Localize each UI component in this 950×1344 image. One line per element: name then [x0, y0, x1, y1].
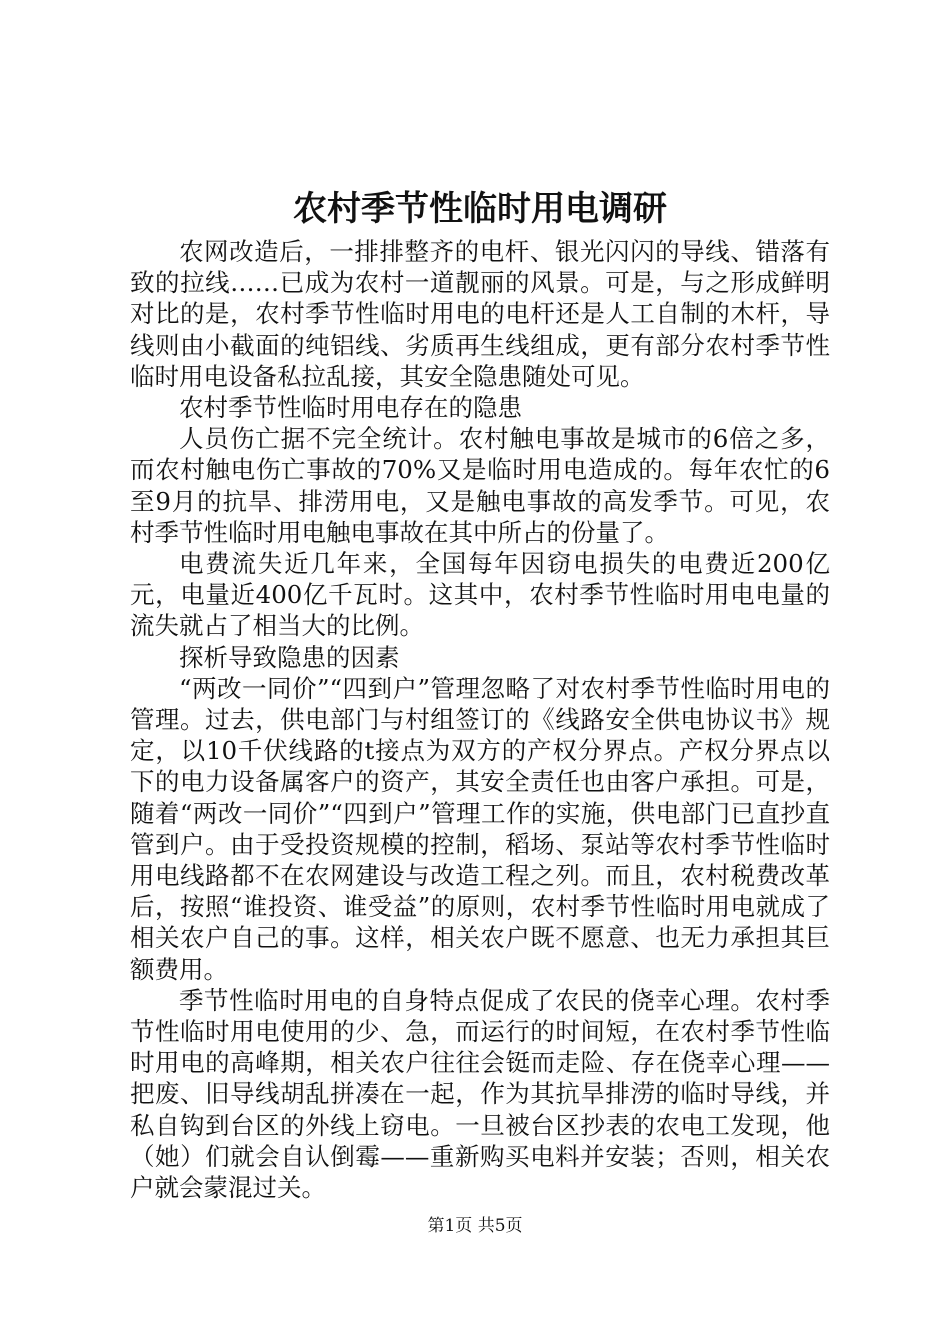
section-heading-causes: 探析导致隐患的因素 [179, 642, 400, 672]
paragraph-luck-mentality: 季节性临时用电的自身特点促成了农民的侥幸心理。农村季节性临时用电使用的少、急，而运行的时间短，在农村季节性临时用电的高峰期，相关农户往往会铤而走险、存在侥幸心理——把废、旧导线胡乱拼凑在一起，作为其抗旱排涝的临时导线，并私自钩到台区的外线上窃电。一旦被台区抄表的农电工发现，他（她）们就会自认倒霉——重新购买电料并安装；否则，相关农户就会蒙混过关。 [130, 985, 830, 1203]
document-body [130, 236, 830, 1203]
paragraph-electricity-loss: 电费流失近几年来，全国每年因窃电损失的电费近200亿元，电量近400亿千瓦时。这其中，农村季节性临时用电电量的流失就占了相当大的比例。 [130, 549, 830, 641]
paragraph-management: “两改一同价”“四到户”管理忽略了对农村季节性临时用电的管理。过去，供电部门与村组签订的《线路安全供电协议书》规定，以10千伏线路的t接点为双方的产权分界点。产权分界点以下的电力设备属客户的资产，其安全责任也由客户承担。可是，随着“两改一同价”“四到户”管理工作的实施，供电部门已直抄直管到户。由于受投资规模的控制，稻场、泵站等农村季节性临时用电线路都不在农网建设与改造工程之列。而且，农村税费改革后，按照“谁投资、谁受益”的原则，农村季节性临时用电就成了相关农户自己的事。这样，相关农户既不愿意、也无力承担其巨额费用。 [130, 673, 830, 984]
document-title: 农村季节性临时用电调研 [293, 189, 667, 229]
paragraph-intro: 农网改造后，一排排整齐的电杆、银光闪闪的导线、错落有致的拉线……已成为农村一道靓丽的风景。可是，与之形成鲜明对比的是，农村季节性临时用电的电杆还是人工自制的木杆，导线则由小截面的纯铝线、劣质再生线组成，更有部分农村季节性临时用电设备私拉乱接，其安全隐患随处可见。 [130, 237, 830, 391]
paragraph-casualties: 人员伤亡据不完全统计。农村触电事故是城市的6倍之多，而农村触电伤亡事故的70%又是临时用电造成的。每年农忙的6至9月的抗旱、排涝用电，又是触电事故的高发季节。可见，农村季节性临时用电触电事故在其中所占的份量了。 [130, 424, 830, 547]
page-footer: 第1页 共5页 [427, 1216, 523, 1236]
section-heading-hazards: 农村季节性临时用电存在的隐患 [179, 393, 522, 423]
